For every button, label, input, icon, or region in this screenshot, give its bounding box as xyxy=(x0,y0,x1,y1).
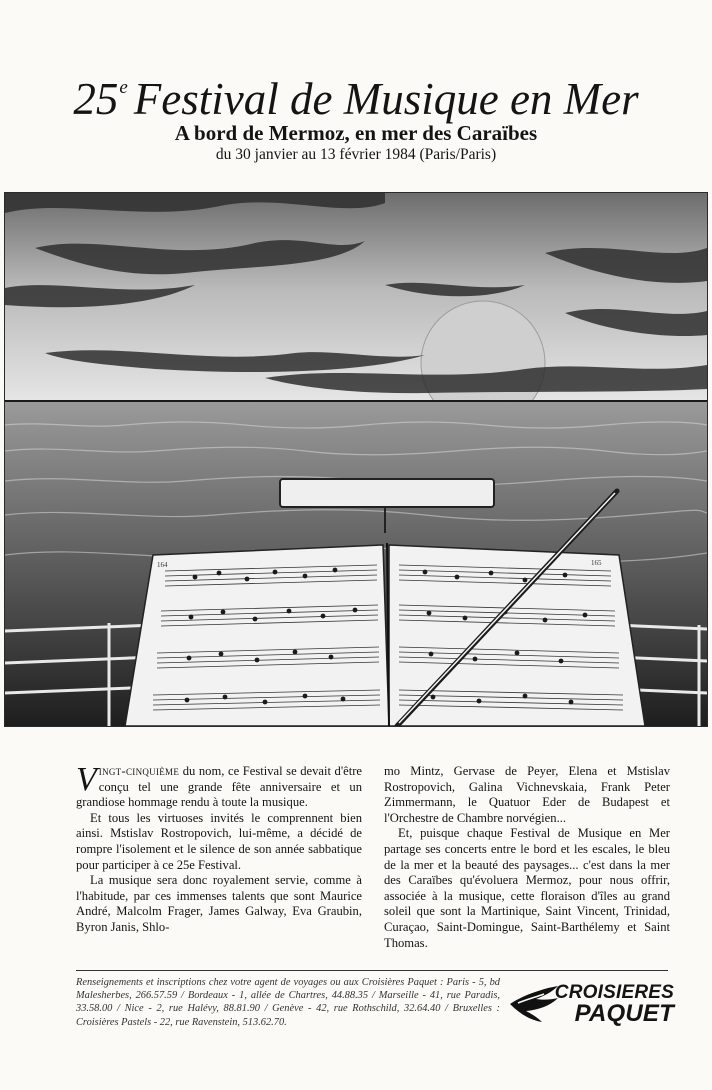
title-text: Festival de Musique en Mer xyxy=(133,74,639,124)
festival-title xyxy=(0,62,712,125)
croisieres-paquet-logo xyxy=(508,982,674,1026)
music-stand xyxy=(280,479,494,507)
sea-sheet-music-illustration xyxy=(4,192,708,727)
paragraph-4: Et, puisque chaque Festival de Musique en Mer partage ses concerts entre le bord et les escales, le bleu de la mer et la beauté des paysages... c'est dans la mer des Caraïbes qu'évoluera Mermoz, pour nous offrir, associée à la musique, cette floraison d'îles au grand soleil que sont la Martinique, Saint Vincent, Trinidad, Curaçao, Saint-Domingue, Saint-Barthélemy et Saint Thomas. xyxy=(384,826,670,950)
paragraph-2: Et tous les virtuoses invités le comprennent bien ainsi. Mstislav Rostropovich, lui-même, a décidé de rompre l'isolement et le silence de son année sabbatique pour participer à ce 25e Festival. xyxy=(76,810,362,872)
paragraph-3: La musique sera donc royalement servie, comme à l'habitude, par ces immenses talents que sont Maurice André, Malcolm Frager, James Galway, Eva Graubin, Byron Janis, Shlo- xyxy=(76,873,362,934)
article-column-left xyxy=(76,761,362,936)
drop-cap: V xyxy=(76,761,97,798)
title-superscript: e xyxy=(119,77,128,98)
booking-information: Renseignements et inscriptions chez votre agent de voyages ou aux Croisières Paquet : Paris - 5, bd Malesherbes, 266.57.59 / Bordeaux - 1, allée de Chartres, 44.88.35 / Marseille - 41, rue Paradis, 33.58.00 / Nice - 2, rue Halévy, 88.81.90 / Genève - 42, rue Rothschild, 32.64.40 / Bruxelles : Croisières Pastels - 22, rue Ravenstein, 513.62.70. xyxy=(76,977,500,1028)
festival-dates: du 30 janvier au 13 février 1984 (Paris/Paris) xyxy=(215,146,497,163)
title-number: 25 xyxy=(73,74,119,124)
paragraph-1-lead: ingt-cinquième xyxy=(98,764,180,778)
logo-text-line-1: CROISIERES xyxy=(554,982,674,1003)
score-page-number-right: 165 xyxy=(591,559,602,567)
score-page-number-left: 164 xyxy=(157,561,168,569)
paragraph-1 xyxy=(76,761,362,811)
paragraph-1-text: du nom, ce Festival se devait d'être conçu tel une grande fête anniversaire et un grandiose hommage rendu à toute la musique. xyxy=(76,764,362,810)
article-column-right xyxy=(384,764,670,951)
logo-text-line-2: PAQUET xyxy=(574,1000,674,1027)
paragraph-3-continued: mo Mintz, Gervase de Peyer, Elena et Mstislav Rostropovich, Galina Vichnevskaia, Frank Peter Zimmermann, le Quatuor Eder de Budapest et l'Orchestre de Chambre norvégien... xyxy=(384,764,670,825)
subtitle: A bord de Mermoz, en mer des Caraïbes xyxy=(174,121,538,145)
bird-logo-icon xyxy=(508,984,560,1024)
footer-divider xyxy=(76,970,668,971)
